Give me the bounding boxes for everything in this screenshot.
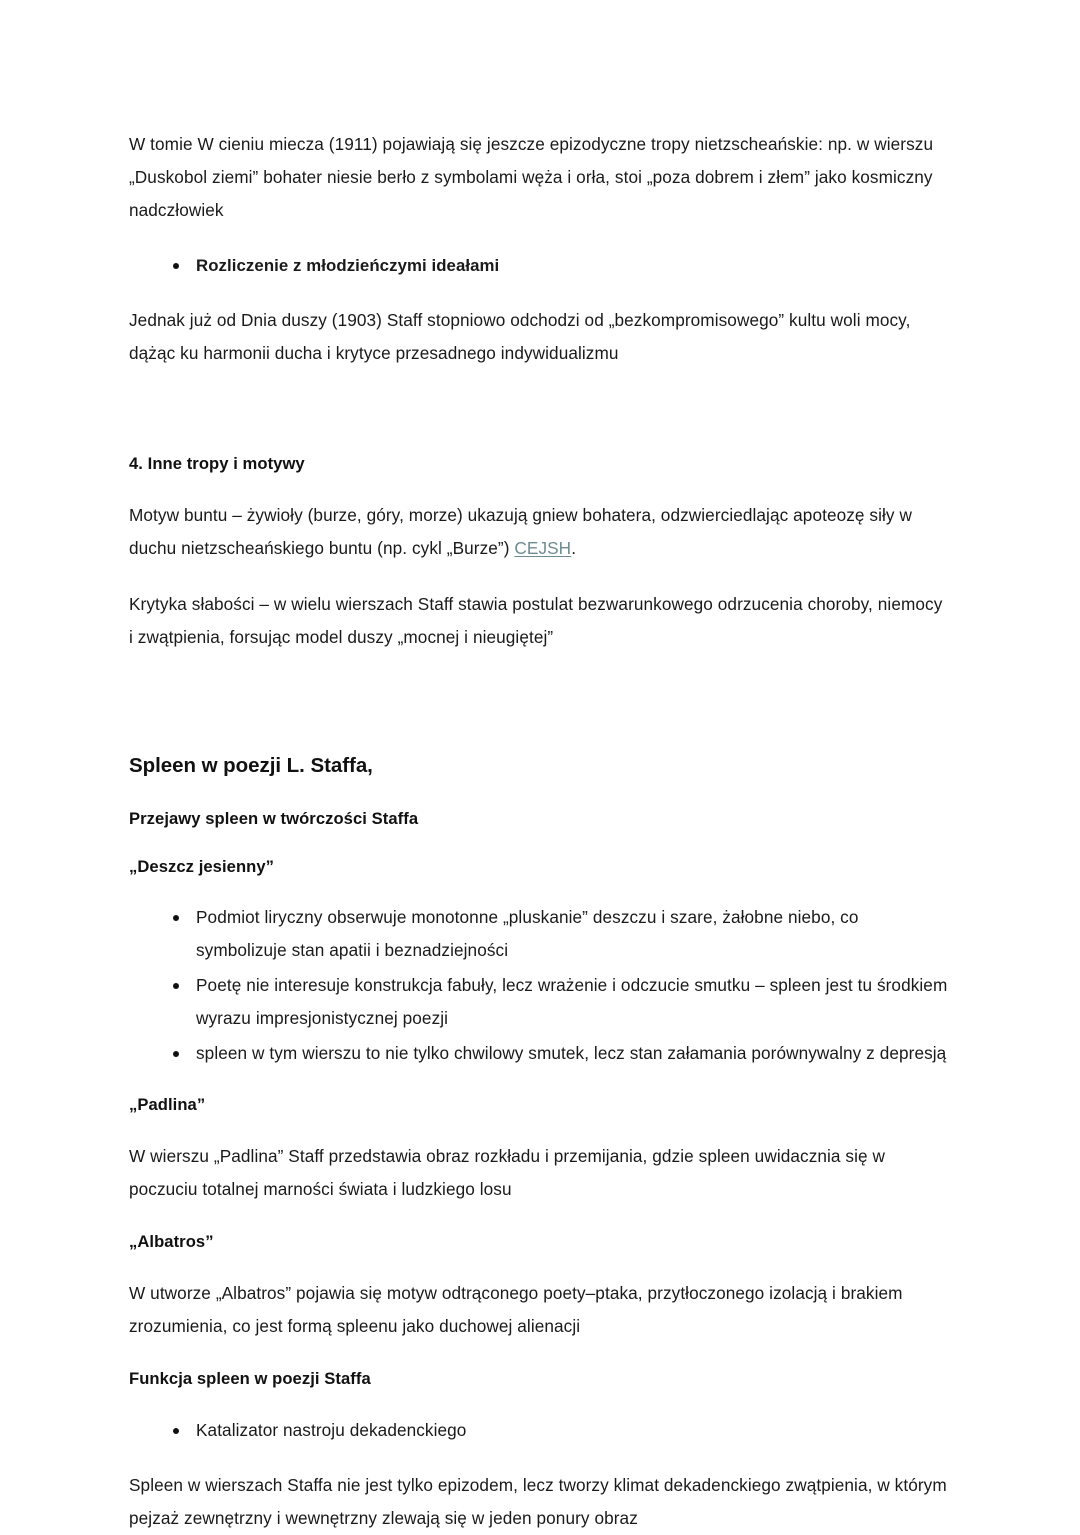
cejsh-link[interactable]: CEJSH [514,538,572,559]
reckoning-paragraph: Jednak już od Dnia duszy (1903) Staff stopniowo odchodzi od „bezkompromisowego” kultu woli mocy, dążąc ku harmonii ducha i krytyce przesadnego indywidualizmu [129,310,911,364]
list-item: Rozliczenie z młodzieńczymi ideałami [129,250,951,282]
motyw-buntu-text-after-link: . [571,538,577,559]
section-heading-funkcja-spleen: Funkcja spleen w poezji Staffa [129,1368,371,1388]
motyw-buntu-paragraph [129,499,951,565]
krytyka-slabosci-paragraph: Krytyka słabości – w wielu wierszach Staff stawia postulat bezwarunkowego odrzucenia choroby, niemocy i zwątpienia, forsując model duszy „mocnej i nieugiętej” [129,594,943,648]
padlina-paragraph: W wierszu „Padlina” Staff przedstawia obraz rozkładu i przemijania, gdzie spleen uwidacznia się w poczuciu totalnej marności świata i ludzkiego losu [129,1146,886,1200]
list-item: Katalizator nastroju dekadenckiego [129,1414,951,1447]
list-item: spleen w tym wierszu to nie tylko chwilowy smutek, lecz stan załamania porównywalny z depresją [129,1037,951,1070]
list-item: Poetę nie interesuje konstrukcja fabuły, lecz wrażenie i odczucie smutku – spleen jest tu środkiem wyrazu impresjonistycznej poezji [129,969,951,1035]
section-heading-deszcz-jesienny: „Deszcz jesienny” [129,856,275,876]
section-spacer [129,393,951,451]
albatros-paragraph: W utworze „Albatros” pojawia się motyw odtrąconego poety–ptaka, przytłoczonego izolacją i brakiem zrozumienia, co jest formą spleenu jako duchowej alienacji [129,1282,903,1336]
major-section-spacer [129,677,951,751]
section-heading-padlina: „Padlina” [129,1095,206,1115]
section-heading-albatros: „Albatros” [129,1232,214,1252]
deszcz-bullet-list [129,901,951,1070]
reckoning-bullet-list [129,250,951,282]
intro-paragraph: W tomie W cieniu miecza (1911) pojawiają się jeszcze epizodyczne tropy nietzscheańskie: np. w wierszu „Duskobol ziemi” bohater niesie berło z symbolami węża i orła, stoi „poza dobrem i złem” jako kosmiczny nadczłowiek [129,134,934,221]
list-item: Podmiot liryczny obserwuje monotonne „pluskanie” deszczu i szare, żałobne niebo, co symbolizuje stan apatii i beznadziejności [129,901,951,967]
motyw-buntu-text-before-link: Motyw buntu – żywioły (burze, góry, morze) ukazują gniew bohatera, odzwierciedlając apoteozę siły w duchu nietzscheańskiego buntu (np. cykl „Burze”) [129,505,912,559]
section-heading-inne-tropy: 4. Inne tropy i motywy [129,454,305,474]
document-body [129,128,951,1535]
section-heading-przejawy: Przejawy spleen w twórczości Staffa [129,808,419,828]
funkcja-bullet-list [129,1414,951,1447]
page-title: Spleen w poezji L. Staffa, [129,754,373,778]
closing-paragraph: Spleen w wierszach Staffa nie jest tylko epizodem, lecz tworzy klimat dekadenckiego zwątpienia, w którym pejzaż zewnętrzny i wewnętrzny zlewają się w jeden ponury obraz [129,1474,947,1528]
